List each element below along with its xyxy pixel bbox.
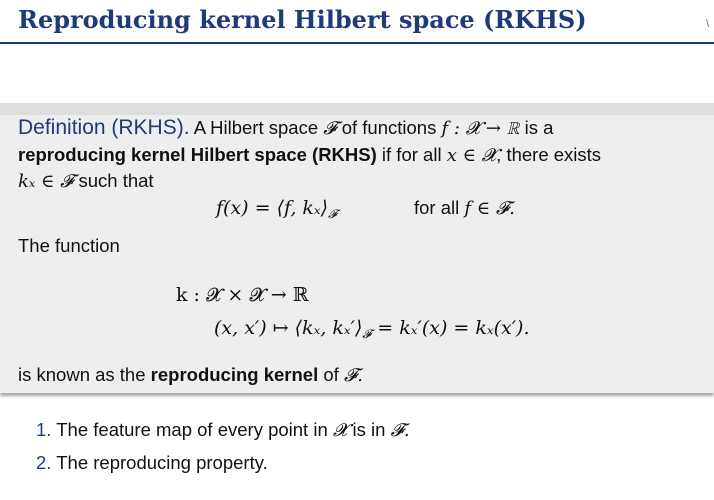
math-F: 𝓕. (390, 420, 410, 441)
edge-mark: \ (706, 18, 710, 30)
text: , there exists (496, 144, 602, 165)
text: of functions (336, 117, 442, 138)
eq2-map: (x, x′) ↦ ⟨kₓ, kₓ′⟩ (214, 317, 363, 339)
definition-line-2 (18, 144, 601, 166)
reproducing-kernel-bold: reproducing kernel (150, 364, 319, 385)
list-item (36, 452, 268, 474)
text: such that (73, 170, 154, 191)
definition-line-1 (18, 116, 553, 140)
definition-box-top (0, 103, 714, 115)
eq2-rest: = kₓ′(x) = kₓ(x′). (371, 317, 530, 339)
equation-2-line-2 (214, 317, 530, 342)
text: The reproducing property. (56, 452, 268, 473)
list-number: 2. (36, 452, 52, 473)
function-text: The function (18, 235, 120, 256)
text: The feature map of every point in (56, 419, 333, 440)
text: if for all (376, 144, 447, 165)
rkhs-bold-term: reproducing kernel Hilbert space (RKHS) (18, 144, 377, 165)
definition-line-3 (18, 170, 154, 192)
math-condition: f ∈ 𝓕. (464, 198, 515, 219)
equation-1 (216, 197, 337, 222)
list-item (36, 419, 410, 441)
eq1-left: f(x) = ⟨f, kₓ⟩ (216, 197, 329, 219)
math-map: f : 𝓧 → ℝ (441, 118, 520, 139)
math-X: 𝓧 (332, 420, 348, 441)
math-F: 𝓕. (343, 365, 363, 386)
slide-title: Reproducing kernel Hilbert space (RKHS) (18, 5, 587, 34)
math-kx: kₓ ∈ 𝓕 (18, 171, 74, 192)
equation-2-line-1: k : 𝓧 × 𝓧 → ℝ (176, 284, 309, 306)
math-condition: x ∈ 𝓧 (446, 145, 497, 166)
text: for all (414, 197, 465, 218)
eq1-sub: 𝓕 (328, 207, 337, 221)
text: A Hilbert space (193, 117, 324, 138)
text: is in (347, 419, 391, 440)
definition-box (0, 103, 714, 393)
known-as-line (18, 364, 363, 386)
eq2-sub: 𝓕 (362, 327, 372, 341)
text: is a (519, 117, 554, 138)
list-number: 1. (36, 419, 52, 440)
title-rule (0, 42, 714, 44)
math-F: 𝓕 (323, 118, 337, 139)
equation-1-condition (414, 197, 515, 219)
text: of (318, 364, 344, 385)
text: is known as the (18, 364, 151, 385)
definition-heading: Definition (RKHS). (18, 116, 190, 139)
